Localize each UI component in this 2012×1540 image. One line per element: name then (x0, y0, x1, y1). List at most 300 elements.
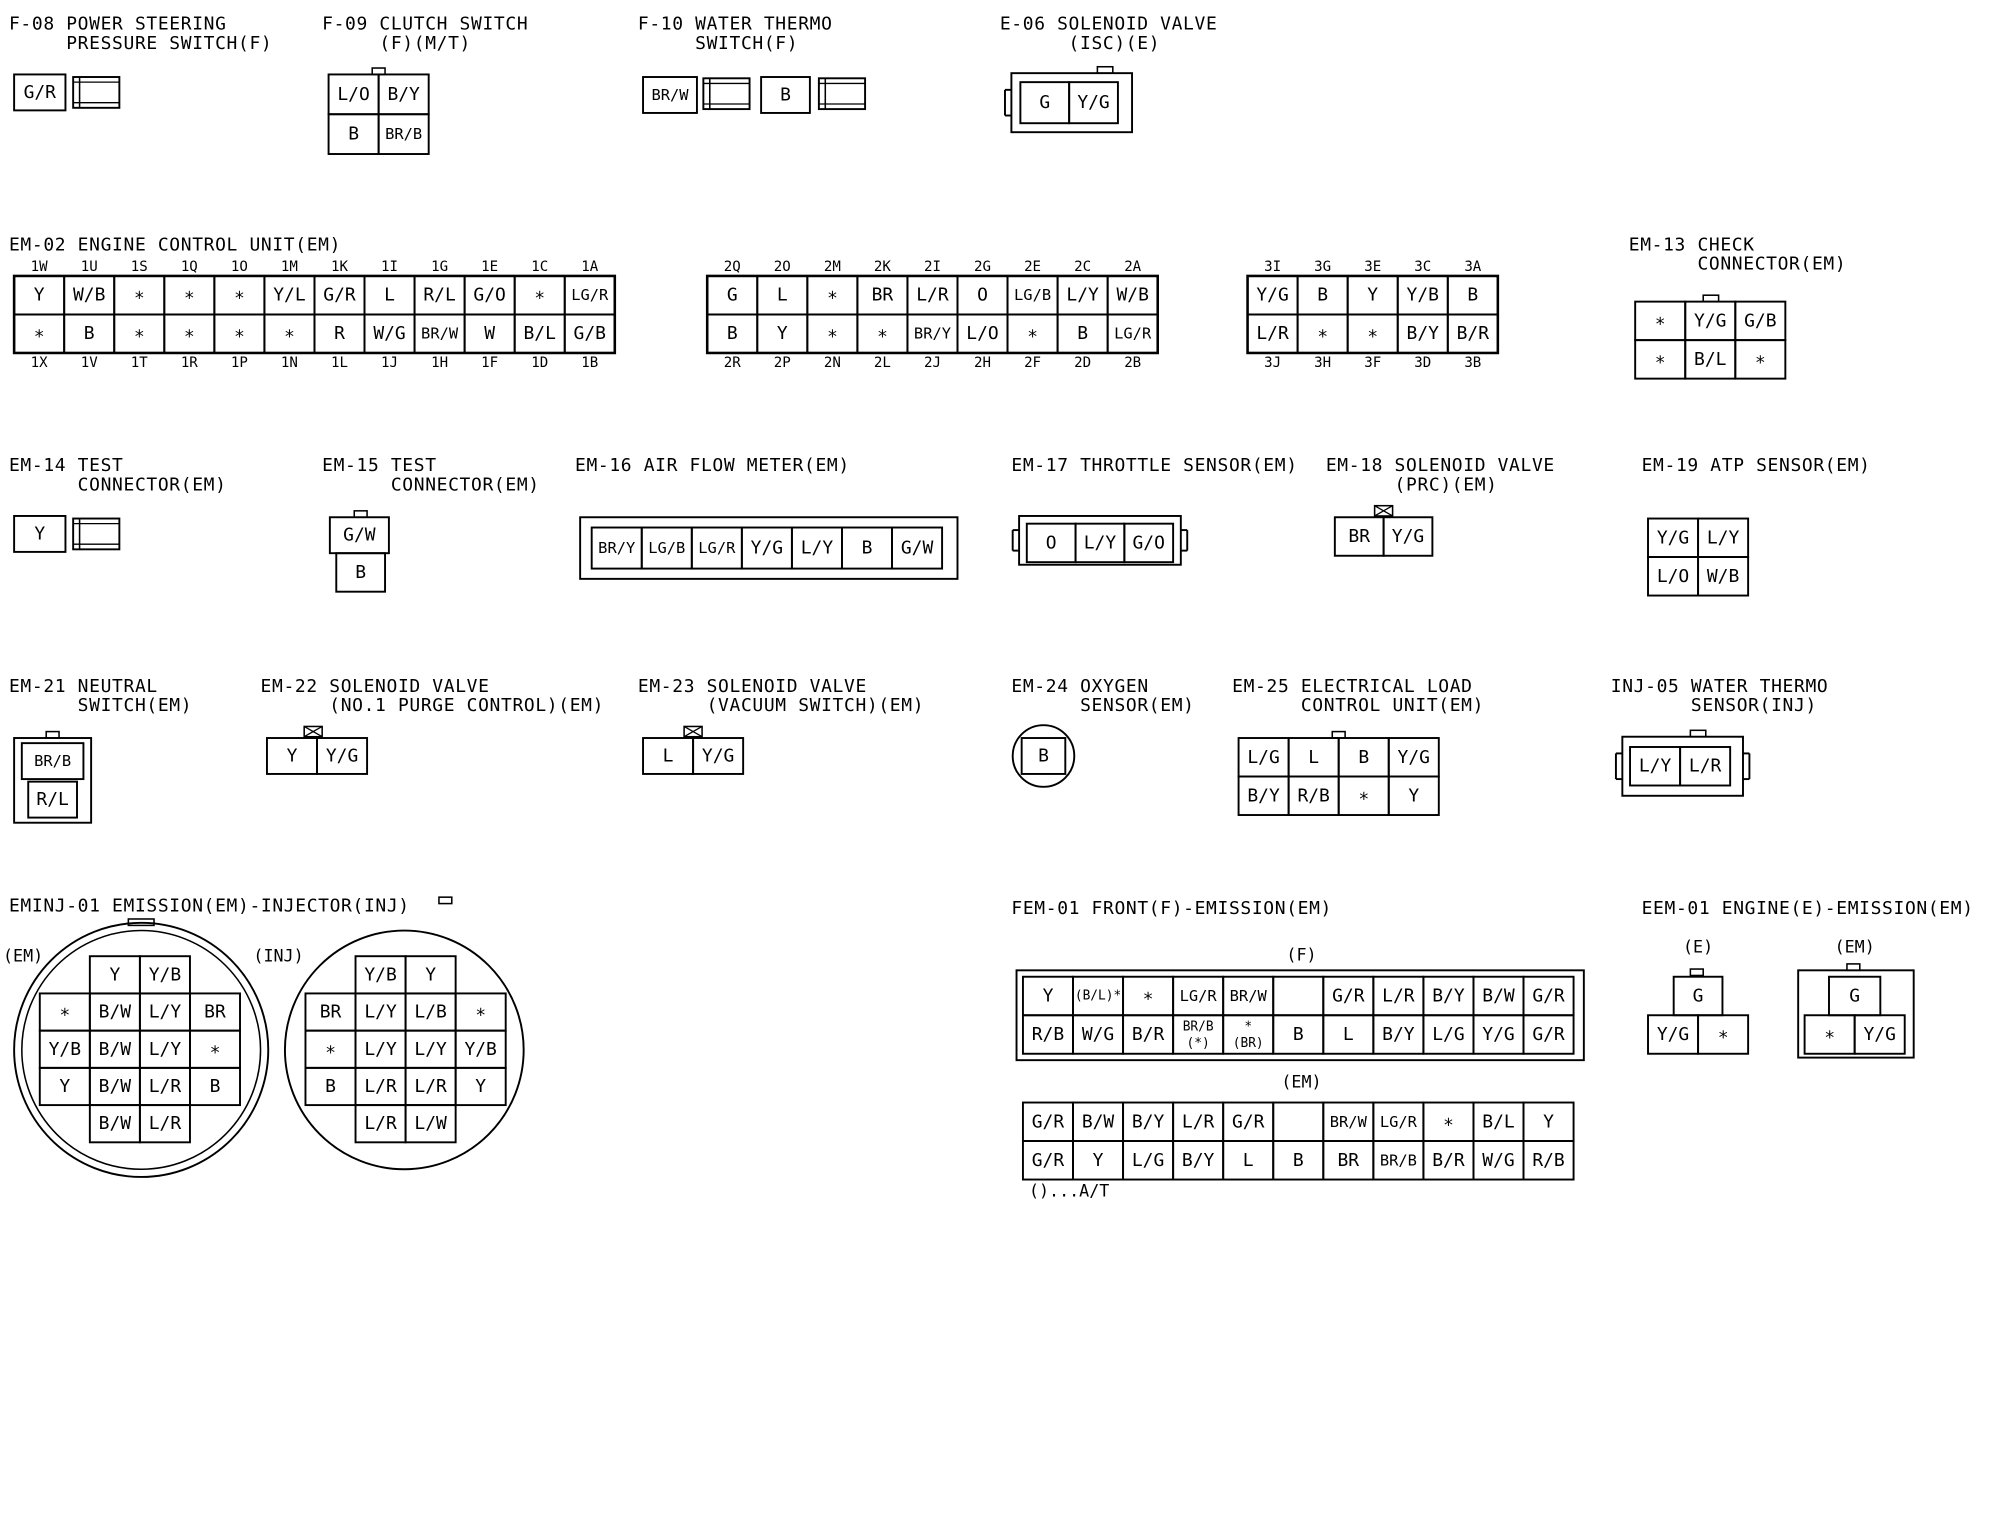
pin-label: L/O (337, 83, 370, 105)
pin-label: Y (109, 964, 121, 986)
pin-label: (BR) (1232, 1035, 1264, 1051)
wire-absent-star: ∗ (1754, 348, 1766, 370)
pin-number: 3H (1314, 355, 1332, 372)
pin-label: L (384, 284, 395, 306)
pin-label: BR (871, 284, 894, 306)
pin-number: 2R (723, 355, 741, 372)
wire-absent-star: ∗ (1027, 323, 1038, 345)
connector-title: SWITCH(F) (637, 32, 799, 54)
pin-label: (B/L)* (1074, 988, 1122, 1004)
pin-number: 1E (481, 258, 499, 275)
connector-eminj01 (3, 895, 524, 1177)
pin-number: 3B (1464, 355, 1482, 372)
pin-number: 1B (581, 355, 599, 372)
wire-absent-star: ∗ (1717, 1024, 1729, 1046)
connector-title: EM-18 SOLENOID VALVE (1325, 455, 1555, 477)
wire-absent-star: ∗ (233, 323, 245, 345)
pin-number: 1C (531, 258, 549, 275)
pin-label: W/G (1081, 1024, 1115, 1046)
pin-label: G/R (1332, 985, 1365, 1007)
pin-number: 1X (30, 355, 48, 372)
connector-f08 (9, 14, 272, 111)
pin-number: 3F (1364, 355, 1382, 372)
wire-absent-star: ∗ (209, 1038, 221, 1060)
pin-label: W (484, 323, 496, 345)
connector-title: EM-17 THROTTLE SENSOR(EM) (1011, 455, 1298, 477)
pin-label: BR/W (651, 85, 689, 104)
connector-title: (F)(M/T) (322, 32, 472, 54)
connector-title: (ISC)(E) (999, 32, 1161, 54)
pin-label: G/R (1231, 1111, 1265, 1133)
wire-absent-star: ∗ (133, 323, 145, 345)
pin-label: BR/W (421, 324, 459, 343)
pin-label: Y/G (1482, 1024, 1515, 1046)
pin-label: BR/Y (598, 539, 636, 558)
pin-label: W/B (1116, 284, 1149, 306)
connector-em25 (1232, 676, 1484, 815)
pin-number: 1I (381, 258, 399, 275)
pin-label: BR/W (1329, 1112, 1367, 1131)
pin-label: Y/G (1256, 284, 1289, 306)
pin-label: L/Y (1083, 532, 1117, 554)
connector-title: EEM-01 ENGINE(E)-EMISSION(EM) (1641, 897, 1974, 919)
pin-label: L/O (1656, 565, 1690, 587)
pin-number: 3A (1464, 258, 1482, 275)
connector-title: EM-25 ELECTRICAL LOAD (1232, 675, 1473, 697)
pin-label: B/Y (1382, 1024, 1415, 1046)
pin-label: G (1692, 985, 1704, 1007)
pin-number: 1J (381, 355, 399, 372)
connector-title: EM-21 NEUTRAL (8, 675, 158, 697)
pin-label: L/W (414, 1113, 447, 1135)
connector-outline (354, 511, 367, 517)
connector-title: CONNECTOR(EM) (8, 474, 227, 496)
pin-label: B/Y (1181, 1149, 1215, 1171)
wire-absent-star: ∗ (33, 323, 45, 345)
pin-label: B (209, 1075, 221, 1097)
pin-number: 3C (1414, 258, 1432, 275)
pin-label: Y/G (1863, 1024, 1896, 1046)
connector-title: (VACUUM SWITCH)(EM) (637, 695, 925, 717)
pin-number: 2I (923, 258, 941, 275)
connector-title: F-10 WATER THERMO (637, 13, 833, 35)
pin-label: L/G (1131, 1149, 1165, 1171)
pin-label: R/B (1297, 785, 1330, 807)
pin-number: 2E (1024, 258, 1042, 275)
pin-label: L/Y (148, 1001, 182, 1023)
pin-label: B/W (1081, 1111, 1115, 1133)
pin-label: G/R (23, 81, 57, 103)
pin-label: B (348, 123, 360, 145)
pin-label: L/Y (1706, 527, 1740, 549)
pin-number: 3D (1414, 355, 1432, 372)
pin-label: G/R (1532, 985, 1565, 1007)
connector-outline (1332, 732, 1345, 738)
pin-label: L/R (414, 1075, 447, 1097)
pin-label: L/R (916, 284, 949, 306)
pin-label: L/Y (148, 1038, 182, 1060)
pin-label: G/O (1132, 532, 1165, 554)
pin-label: LG/R (1114, 324, 1152, 343)
pin-label: R (334, 323, 345, 345)
pin-label: B/Y (387, 83, 420, 105)
pin-number: 2N (823, 355, 841, 372)
pin-label: BR/Y (913, 324, 952, 343)
pin-label: BR (1337, 1149, 1360, 1171)
pin-label: O (1045, 532, 1057, 554)
side-label-f: (F) (1286, 945, 1317, 965)
connector-title: F-08 POWER STEERING (8, 13, 227, 35)
pin-label: Y/G (701, 745, 735, 767)
pin-label: W/B (72, 284, 106, 306)
pin-label: LG/R (1179, 986, 1217, 1005)
pin-label: B (83, 323, 95, 345)
pin-number: 1O (230, 258, 248, 275)
connector-f10 (638, 14, 865, 113)
connector-em02 (9, 234, 1498, 371)
pin-label: L/Y (1638, 755, 1672, 777)
pin-label: L (1342, 1024, 1354, 1046)
connector-title: CONTROL UNIT(EM) (1232, 695, 1485, 717)
connector-title: EM-16 AIR FLOW METER(EM) (575, 455, 850, 477)
pin-label: (*) (1186, 1035, 1210, 1051)
pin-label: L/Y (1066, 284, 1099, 306)
connector-title: (PRC)(EM) (1325, 474, 1498, 496)
wire-absent-star: ∗ (534, 284, 546, 306)
pin-label: BR/B (1182, 1019, 1214, 1035)
pin-label: R/L (423, 284, 456, 306)
pin-number: 2O (773, 258, 791, 275)
pin-label: BR/B (1379, 1151, 1417, 1170)
pin-label: Y/G (1694, 310, 1727, 332)
wire-absent-star: ∗ (826, 284, 838, 306)
connector-em18 (1326, 455, 1555, 556)
pin-label: Y/G (1077, 92, 1110, 114)
pin-number: 3E (1364, 258, 1382, 275)
connector-fem01 (1011, 898, 1583, 1200)
pin-label: Y/B (48, 1038, 82, 1060)
pin-number: 2D (1074, 355, 1092, 372)
pin-number: 2C (1074, 258, 1092, 275)
pin-label: W/B (1706, 565, 1740, 587)
pin-label: G/R (1031, 1149, 1065, 1171)
pin-number: 1G (431, 258, 449, 275)
pin-label: Y/G (1656, 1024, 1690, 1046)
pin-number: 3G (1314, 258, 1332, 275)
pin-label: B (780, 84, 791, 106)
wire-absent-star: ∗ (1443, 1111, 1454, 1133)
pin-label: Y/B (1406, 284, 1439, 306)
pin-label: B (355, 561, 367, 583)
pin-label: Y/L (273, 284, 306, 306)
side-label-e: (E) (1683, 937, 1714, 957)
connector-title: INJ-05 WATER THERMO (1610, 675, 1829, 697)
pin-label: B/Y (1131, 1111, 1165, 1133)
connector-title: EM-22 SOLENOID VALVE (260, 675, 490, 697)
pin-label: G/W (343, 524, 376, 546)
pin-label: L/O (966, 323, 999, 345)
connector-em24 (1011, 676, 1194, 787)
pin-label: L/Y (800, 537, 834, 559)
pin-label: L (1308, 746, 1320, 768)
connector-title: EM-23 SOLENOID VALVE (637, 675, 867, 697)
pin-label: G/W (900, 537, 934, 559)
pin-label: G/R (1532, 1024, 1565, 1046)
connector-title: EM-02 ENGINE CONTROL UNIT(EM) (8, 234, 342, 256)
pin-label: L/G (1247, 746, 1280, 768)
connector-title: EM-14 TEST (8, 455, 124, 477)
connector-title: EM-15 TEST (322, 455, 437, 477)
connector-outline (1798, 970, 1914, 1057)
pin-label: B (1317, 284, 1329, 306)
pin-label: L/R (148, 1113, 182, 1135)
wire-absent-star: ∗ (1358, 785, 1370, 807)
pin-label: L/R (1181, 1111, 1215, 1133)
pin-label: G/B (573, 323, 606, 345)
connector-outline (1273, 1103, 1323, 1142)
pin-label: L/R (1256, 323, 1289, 345)
pin-number: 1A (581, 258, 599, 275)
pin-label: O (977, 284, 988, 306)
pin-label: G/R (323, 284, 356, 306)
pin-number: 1L (330, 355, 348, 372)
pin-label: B/L (1482, 1111, 1515, 1133)
pin-label: Y/G (1397, 746, 1430, 768)
pin-label: Y (33, 284, 45, 306)
pin-label: Y/B (364, 964, 397, 986)
pin-label: LG/B (648, 539, 686, 558)
connector-title: EM-24 OXYGEN (1011, 675, 1149, 697)
pin-number: 1S (130, 258, 148, 275)
pin-label: L/Y (414, 1038, 447, 1060)
pin-label: G/O (473, 284, 506, 306)
connector-e06 (1000, 14, 1218, 133)
pin-number: 1D (531, 355, 549, 372)
wire-absent-star: ∗ (1142, 985, 1154, 1007)
pin-number: 2L (873, 355, 891, 372)
pin-label: B/W (98, 1001, 132, 1023)
wire-absent-star: ∗ (133, 284, 145, 306)
wire-absent-star: ∗ (183, 284, 195, 306)
pin-label: B/Y (1432, 985, 1465, 1007)
pin-number: 2P (773, 355, 791, 372)
pin-number: 1H (431, 355, 449, 372)
pin-number: 2H (974, 355, 992, 372)
pin-label: B/R (1131, 1024, 1165, 1046)
pin-label: BR (319, 1001, 342, 1023)
pin-label: R/B (1031, 1024, 1065, 1046)
connector-em15 (322, 455, 540, 592)
wire-absent-star: ∗ (877, 323, 888, 345)
pin-label: Y/G (1656, 527, 1690, 549)
pin-label: Y/G (1391, 526, 1425, 548)
pin-number: 3J (1264, 355, 1282, 372)
pin-label: G/B (1744, 310, 1777, 332)
connector-title: (NO.1 PURGE CONTROL)(EM) (260, 695, 605, 717)
pin-label: Y (59, 1075, 71, 1097)
connector-outline (439, 897, 452, 903)
pin-number: 3I (1264, 258, 1282, 275)
pin-number: 1M (280, 258, 298, 275)
pin-number: 2B (1124, 355, 1142, 372)
pin-label: B (861, 537, 873, 559)
side-label-em: (EM) (1834, 937, 1875, 957)
pin-label: L/G (1432, 1024, 1465, 1046)
pin-label: BR (1348, 526, 1371, 548)
pin-label: Y (286, 745, 298, 767)
wire-absent-star: ∗ (325, 1038, 336, 1060)
pin-number: 2K (873, 258, 891, 275)
pin-label: B (1292, 1149, 1304, 1171)
pin-number: 2Q (723, 258, 741, 275)
pin-label: B (1077, 323, 1089, 345)
pin-label: LG/R (571, 286, 609, 305)
pin-label: B/L (1694, 348, 1727, 370)
pin-label: B/W (1482, 985, 1515, 1007)
pin-label: Y/G (750, 537, 784, 559)
pin-label: LG/R (698, 539, 736, 558)
pin-label: Y/B (148, 964, 182, 986)
pin-label: W/G (1482, 1149, 1515, 1171)
pin-label: BR/W (1229, 986, 1267, 1005)
connector-inj05 (1611, 676, 1829, 796)
connector-outline (1273, 977, 1323, 1016)
connector-title: EMINJ-01 EMISSION(EM)-INJECTOR(INJ) (8, 895, 410, 917)
pin-label: G (726, 284, 738, 306)
connector-outline (1690, 969, 1703, 975)
side-label-em: (EM) (1281, 1072, 1322, 1092)
wire-absent-star: ∗ (1824, 1024, 1836, 1046)
connector-em17 (1011, 455, 1297, 565)
footnote-at: ()...A/T (1028, 1181, 1110, 1201)
connector-em23 (638, 676, 924, 774)
wire-absent-star: ∗ (1367, 323, 1379, 345)
wire-absent-star: ∗ (1654, 348, 1666, 370)
wire-absent-star: ∗ (475, 1001, 487, 1023)
pin-label: BR (204, 1001, 226, 1023)
wire-absent-star: ∗ (1654, 310, 1666, 332)
connector-title: SENSOR(EM) (1011, 695, 1195, 717)
connector-title: SENSOR(INJ) (1610, 695, 1817, 717)
pin-number: 1Q (180, 258, 198, 275)
pin-label: L/R (1382, 985, 1415, 1007)
pin-label: B/L (523, 323, 556, 345)
pin-label: B/W (98, 1038, 132, 1060)
pin-label: B (1467, 284, 1479, 306)
pin-label: L/B (414, 1001, 447, 1023)
pin-label: Y (776, 323, 788, 345)
pin-label: LG/B (1014, 286, 1052, 305)
pin-number: 1V (80, 355, 98, 372)
pin-label: B/W (98, 1075, 132, 1097)
connector-title: FEM-01 FRONT(F)-EMISSION(EM) (1011, 897, 1333, 919)
pin-label: BR/B (385, 125, 423, 144)
pin-label: B (1358, 746, 1370, 768)
wire-absent-star: ∗ (183, 323, 195, 345)
connector-title: F-09 CLUTCH SWITCH (322, 13, 529, 35)
pin-label: Y/B (464, 1038, 497, 1060)
pin-label: B (325, 1075, 336, 1097)
wire-absent-star: ∗ (826, 323, 838, 345)
connector-title: CONNECTOR(EM) (322, 474, 540, 496)
pin-label: LG/R (1379, 1112, 1417, 1131)
connector-em14 (9, 455, 227, 552)
pin-number: 2J (923, 355, 941, 372)
connector-title: EM-19 ATP SENSOR(EM) (1641, 455, 1871, 477)
connector-title: CONNECTOR(EM) (1628, 253, 1847, 275)
pin-label: Y (1543, 1111, 1554, 1133)
pin-label: * (1244, 1019, 1253, 1035)
pin-label: L (776, 284, 788, 306)
pin-label: G (1849, 985, 1861, 1007)
side-label-inj: (INJ) (253, 946, 304, 966)
pin-label: B/Y (1247, 785, 1280, 807)
pin-label: G/R (1031, 1111, 1065, 1133)
connector-outline (46, 732, 59, 738)
pin-label: B (1038, 745, 1049, 767)
pin-label: G (1039, 92, 1051, 114)
pin-label: B (1292, 1024, 1304, 1046)
pin-label: L (662, 745, 674, 767)
side-label-em: (EM) (3, 946, 44, 966)
pin-number: 2F (1024, 355, 1042, 372)
connector-em16 (575, 455, 957, 579)
pin-label: Y (1408, 785, 1420, 807)
pin-number: 1P (230, 355, 248, 372)
pin-label: R/L (36, 789, 69, 811)
connector-f09 (322, 14, 528, 154)
pin-label: L/Y (364, 1038, 397, 1060)
connector-title: SWITCH(EM) (8, 695, 193, 717)
pin-label: B (726, 323, 738, 345)
connector-em19 (1642, 455, 1871, 595)
wire-absent-star: ∗ (59, 1001, 71, 1023)
pin-number: 2G (974, 258, 992, 275)
pin-label: B/R (1432, 1149, 1465, 1171)
pin-label: L/R (364, 1113, 397, 1135)
pin-label: Y/G (325, 745, 359, 767)
pin-number: 1K (330, 258, 348, 275)
pin-number: 1T (130, 355, 148, 372)
connector-em22 (261, 676, 605, 774)
pin-label: Y (1042, 985, 1054, 1007)
pin-label: L/R (1688, 755, 1722, 777)
pin-label: Y (425, 964, 437, 986)
pin-number: 1N (280, 355, 298, 372)
wire-absent-star: ∗ (233, 284, 245, 306)
pin-label: B/W (98, 1113, 132, 1135)
connector-em13 (1629, 234, 1847, 378)
pin-number: 1U (80, 258, 98, 275)
wire-absent-star: ∗ (1317, 323, 1329, 345)
pin-label: Y (34, 523, 46, 545)
pin-label: Y (475, 1075, 487, 1097)
pin-label: B/Y (1406, 323, 1439, 345)
pin-number: 2A (1124, 258, 1142, 275)
pin-number: 1W (30, 258, 48, 275)
pin-number: 1F (481, 355, 499, 372)
pin-label: W/G (373, 323, 406, 345)
wire-absent-star: ∗ (284, 323, 295, 345)
pin-label: L/R (364, 1075, 397, 1097)
pin-label: L/Y (364, 1001, 397, 1023)
pin-label: B/R (1456, 323, 1490, 345)
pin-label: Y (1367, 284, 1379, 306)
pin-label: L (1242, 1149, 1254, 1171)
pin-label: BR/B (34, 752, 72, 771)
pin-number: 1R (180, 355, 198, 372)
connector-title: E-06 SOLENOID VALVE (999, 13, 1218, 35)
